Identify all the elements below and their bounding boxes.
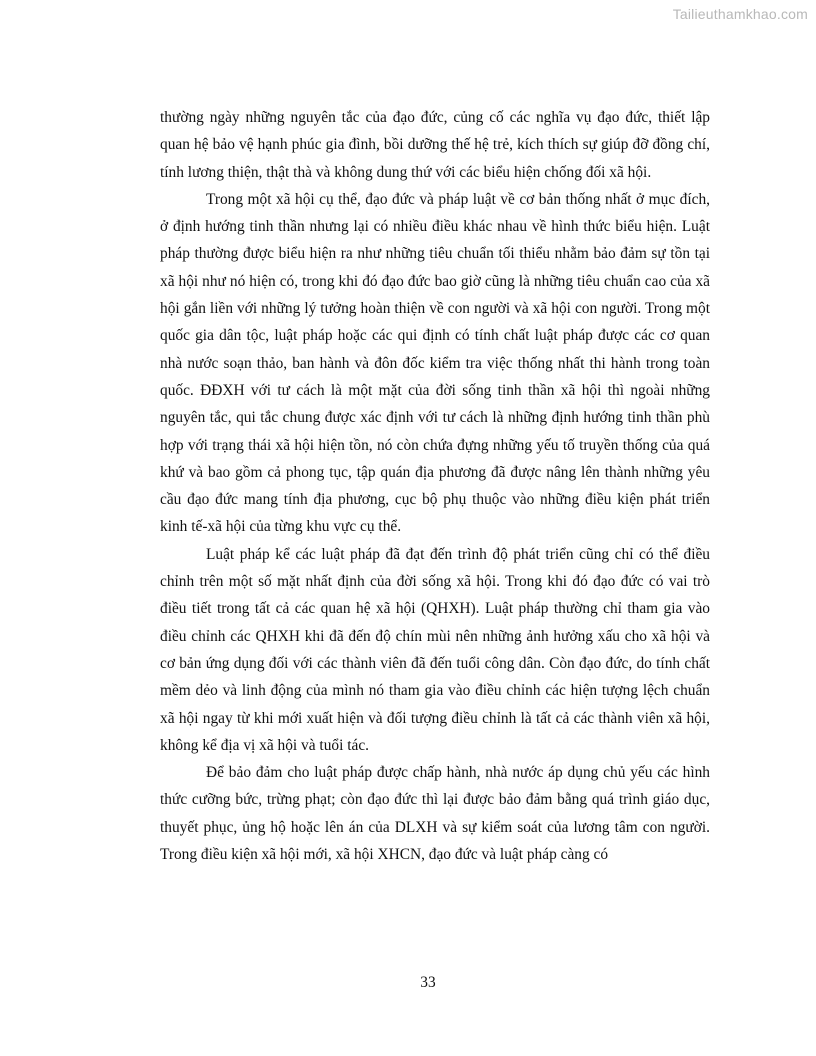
paragraph-3: Luật pháp kể các luật pháp đã đạt đến trình độ phát triển cũng chỉ có thể điều chỉnh trên một số mặt nhất định của đời sống xã hội. Trong khi đó đạo đức có vai trò điều tiết trong tất cả các quan hệ xã hội (QHXH). Luật pháp thường chỉ tham gia vào điều chỉnh các QHXH khi đã đến độ chín mùi nên những ảnh hưởng xấu cho xã hội và cơ bản ứng dụng đối với các thành viên đã đến tuổi công dân. Còn đạo đức, do tính chất mềm dẻo và linh động của mình nó tham gia vào điều chỉnh các hiện tượng lệch chuẩn xã hội ngay từ khi mới xuất hiện và đối tượng điều chỉnh là tất cả các thành viên xã hội, không kể địa vị xã hội và tuổi tác. <box>160 545 710 754</box>
document-body <box>160 104 710 868</box>
paragraph-2: Trong một xã hội cụ thể, đạo đức và pháp luật về cơ bản thống nhất ở mục đích, ở định hướng tinh thần nhưng lại có nhiều điều khác nhau về hình thức biểu hiện. Luật pháp thường được biểu hiện ra như những tiêu chuẩn tối thiểu nhằm bảo đảm sự tồn tại xã hội như nó hiện có, trong khi đó đạo đức bao giờ cũng là những tiêu chuẩn cao của xã hội gắn liền với những lý tưởng hoàn thiện về con người và xã hội con người. Trong một quốc gia dân tộc, luật pháp hoặc các qui định có tính chất luật pháp được các cơ quan nhà nước soạn thảo, ban hành và đôn đốc kiểm tra việc thống nhất thi hành trong toàn quốc. ĐĐXH với tư cách là một mặt của đời sống tinh thần xã hội thì ngoài những nguyên tắc, qui tắc chung được xác định với tư cách là những định hướng tinh thần phù hợp với trạng thái xã hội hiện tồn, nó còn chứa đựng những yếu tố truyền thống của quá khứ và bao gồm cả phong tục, tập quán địa phương đã được nâng lên thành những yêu cầu đạo đức mang tính địa phương, cục bộ phụ thuộc vào những điều kiện phát triển kinh tế-xã hội của từng khu vực cụ thể. <box>160 190 710 536</box>
watermark-text: Tailieuthamkhao.com <box>672 6 808 22</box>
paragraph-1: thường ngày những nguyên tắc của đạo đức, củng cố các nghĩa vụ đạo đức, thiết lập quan hệ bảo vệ hạnh phúc gia đình, bồi dưỡng thế hệ trẻ, kích thích sự giúp đỡ đồng chí, tính lương thiện, thật thà và không dung thứ với các biểu hiện chống đối xã hội. <box>160 109 710 181</box>
paragraph-4: Để bảo đảm cho luật pháp được chấp hành, nhà nước áp dụng chủ yếu các hình thức cưỡng bức, trừng phạt; còn đạo đức thì lại được bảo đảm bằng quá trình giáo dục, thuyết phục, ủng hộ hoặc lên án của DLXH và sự kiểm soát của lương tâm con người. Trong điều kiện xã hội mới, xã hội XHCN, đạo đức và luật pháp càng có <box>160 764 710 864</box>
page-number: 33 <box>420 974 436 991</box>
